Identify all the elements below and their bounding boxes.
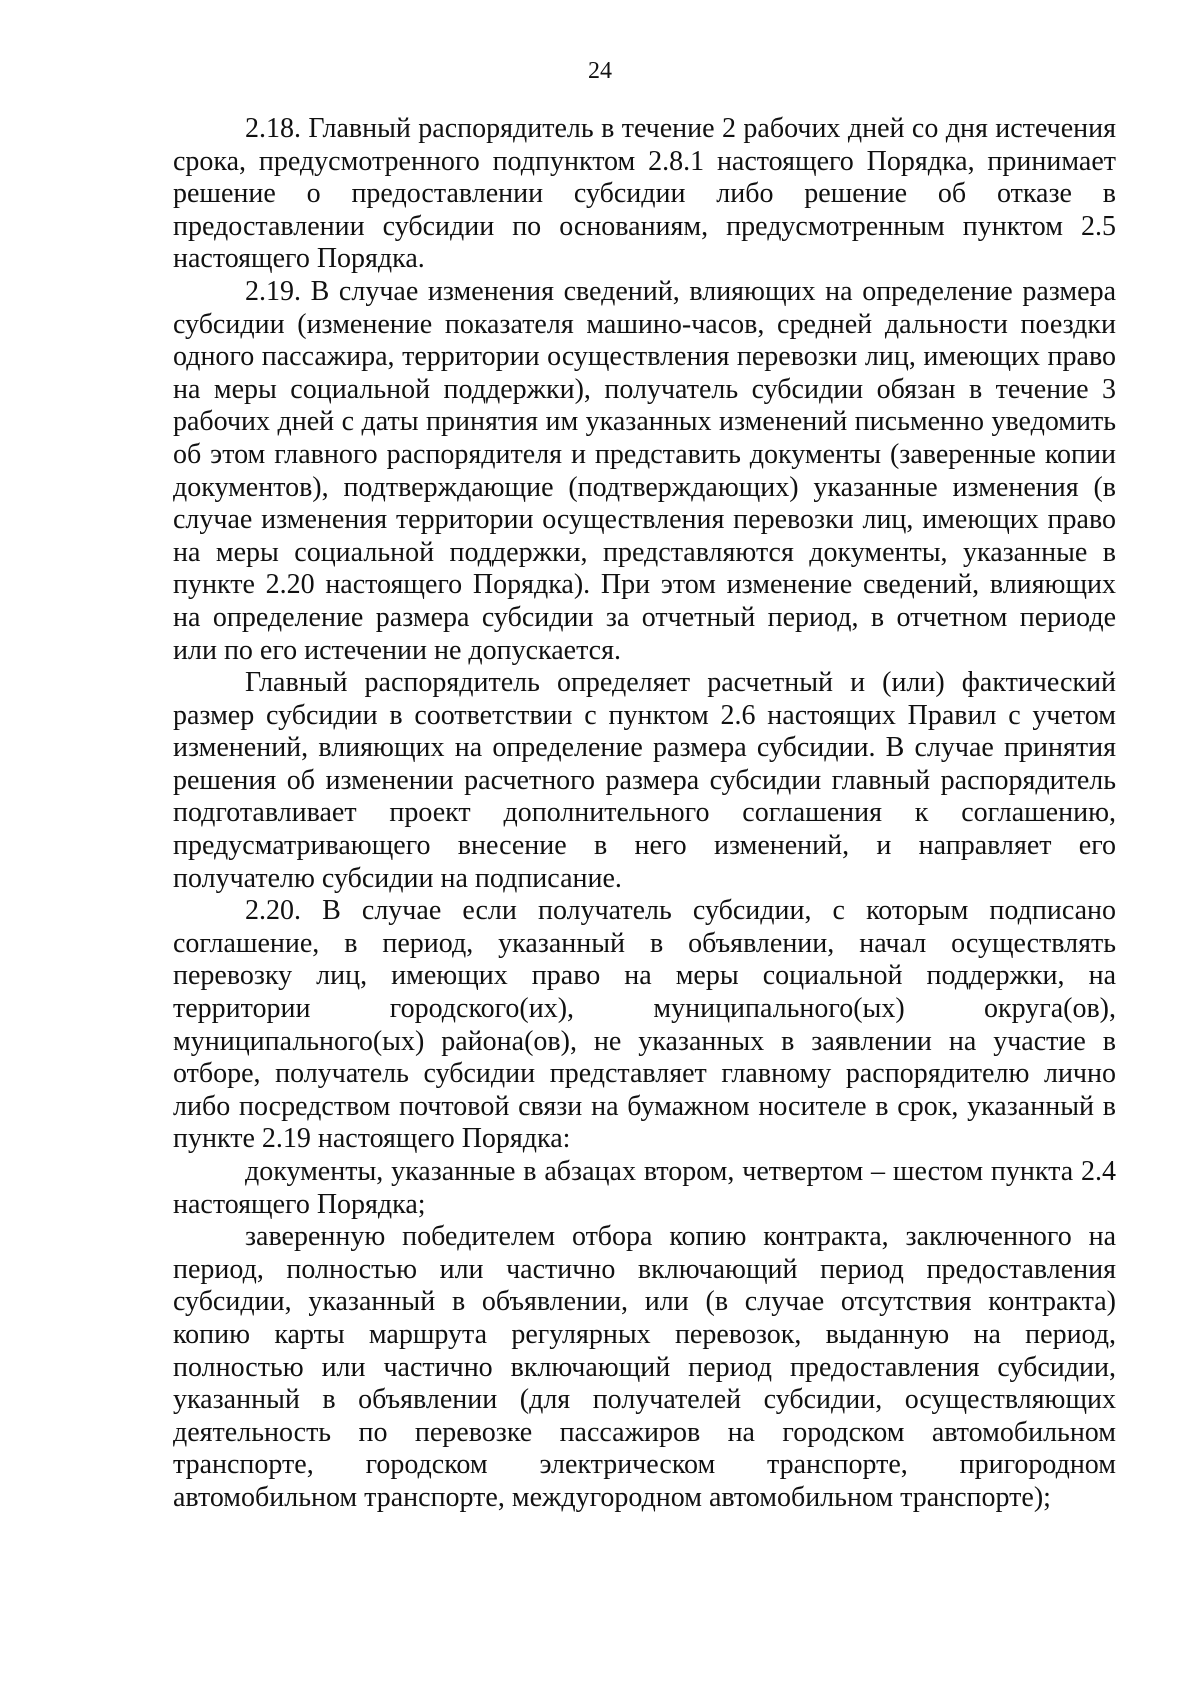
paragraph-2-18: 2.18. Главный распорядитель в течение 2 рабочих дней со дня истечения срока, предусмотренного подпунктом 2.8.1 настоящего Порядка, принимает решение о предоставлении субсидии либо решение об отказе в предоставлении субсидии по основаниям, предусмотренным пунктом 2.5 настоящего Порядка.	[173, 113, 1116, 275]
document-body	[173, 113, 1116, 1515]
paragraph-2-19: 2.19. В случае изменения сведений, влияющих на определение размера субсидии (изменение показателя машино-часов, средней дальности поездки одного пассажира, территории осуществления перевозки лиц, имеющих право на меры социальной поддержки), получатель субсидии обязан в течение 3 рабочих дней с даты принятия им указанных изменений письменно уведомить об этом главного распорядителя и представить документы (заверенные копии документов), подтверждающие (подтверждающих) указанные изменения (в случае изменения территории осуществления перевозки лиц, имеющих право на меры социальной поддержки, представляются документы, указанные в пункте 2.20 настоящего Порядка). При этом изменение сведений, влияющих на определение размера субсидии за отчетный период, в отчетном периоде или по его истечении не допускается.	[173, 275, 1116, 666]
page-number: 24	[588, 58, 612, 84]
paragraph-2-20-item-documents: документы, указанные в абзацах втором, четвертом – шестом пункта 2.4 настоящего Порядка;	[173, 1156, 1116, 1220]
paragraph-2-20: 2.20. В случае если получатель субсидии, с которым подписано соглашение, в период, указанный в объявлении, начал осуществлять перевозку лиц, имеющих право на меры социальной поддержки, на территории городского(их), муниципального(ых) округа(ов), муниципального(ых) района(ов), не указанных в заявлении на участие в отборе, получатель субсидии представляет главному распорядителю лично либо посредством почтовой связи на бумажном носителе в срок, указанный в пункте 2.19 настоящего Порядка:	[173, 895, 1116, 1155]
paragraph-2-19-continuation: Главный распорядитель определяет расчетный и (или) фактический размер субсидии в соответствии с пунктом 2.6 настоящих Правил с учетом изменений, влияющих на определение размера субсидии. В случае принятия решения об изменении расчетного размера субсидии главный распорядитель подготавливает проект дополнительного соглашения к соглашению, предусматривающего внесение в него изменений, и направляет его получателю субсидии на подписание.	[173, 667, 1116, 894]
paragraph-2-20-item-contract-copy: заверенную победителем отбора копию контракта, заключенного на период, полностью или частично включающий период предоставления субсидии, указанный в объявлении, или (в случае отсутствия контракта) копию карты маршрута регулярных перевозок, выданную на период, полностью или частично включающий период предоставления субсидии, указанный в объявлении (для получателей субсидии, осуществляющих деятельность по перевозке пассажиров на городском автомобильном транспорте, городском электрическом транспорте, пригородном автомобильном транспорте, междугородном автомобильном транспорте);	[173, 1221, 1116, 1513]
